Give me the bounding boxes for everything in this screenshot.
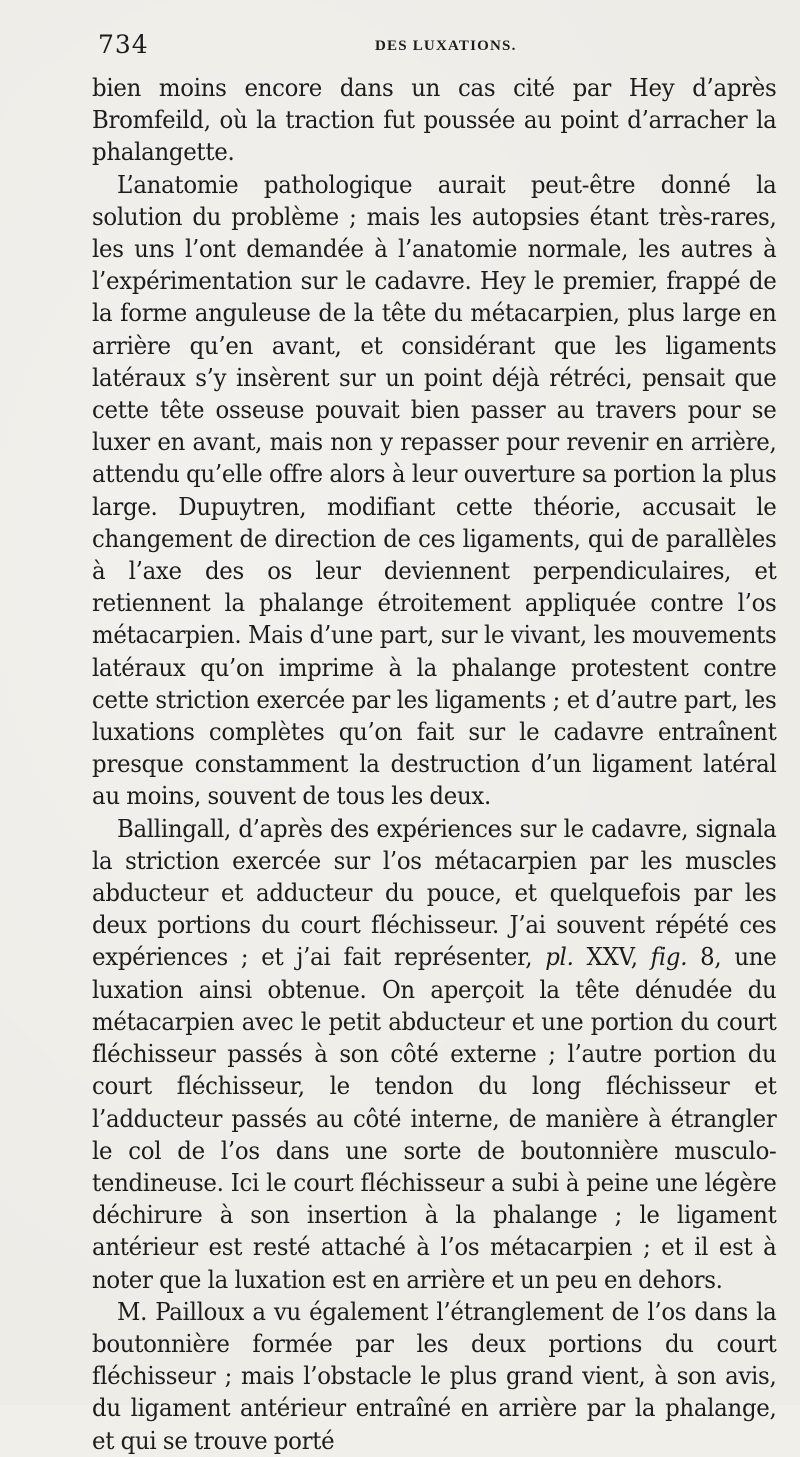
paragraph-2-text: L’anatomie pathologique aurait peut-être donné la solution du problème ; mais les autopsies étant très-rares, les uns l’ont demandée à l’anatomie normale, les autres à l’expérimentation sur le cadavre. Hey le premier, frappé de la forme anguleuse de la tête du métacarpien, plus large en arrière qu’en avant, et considérant que les ligaments latéraux s’y insèrent sur un point déjà rétréci, pensait que cette tête osseuse pouvait bien passer au travers pour se luxer en avant, mais non y repasser pour revenir en arrière, attendu qu’elle offre alors à leur ouverture sa portion la plus large. Dupuytren, modifiant cette théorie, accusait le changement de direction de ces ligaments, qui de parallèles à l’axe des os leur deviennent perpendiculaires, et retiennent la phalange étroitement appliquée contre l’os métacarpien. Mais d’une part, sur le vivant, les mouvements latéraux qu’on imprime à la phalange protestent contre cette striction exercée par les ligaments ; et d’autre part, les luxations complètes qu’on fait sur le cadavre entraînent presque constamment la destruction d’un ligament latéral au moins, souvent de tous les deux. (92, 170, 777, 811)
paragraph-1 (92, 72, 776, 169)
paragraph-3-text-c: 8, une luxation ainsi obtenue. On aperçoit la tête dénudée du métacarpien avec le petit abducteur et une portion du court fléchisseur passés à son côté externe ; l’autre portion du court fléchisseur, le tendon du long fléchisseur et l’adducteur passés au côté interne, de manière à étrangler le col de l’os dans une sorte de boutonnière musculo-tendineuse. Ici le court fléchisseur a subi à peine une légère déchirure à son insertion à la phalange ; le ligament antérieur est resté attaché à l’os métacarpien ; et il est à noter que la luxation est en arrière et un peu en dehors. (92, 943, 777, 1294)
figure-abbrev: fig. (650, 943, 688, 972)
paragraph-1-text: bien moins encore dans un cas cité par Hey d’après Bromfeild, où la traction fut poussée au point d’arracher la phalangette. (92, 74, 777, 167)
paragraph-2 (92, 169, 776, 813)
paragraph-3 (92, 813, 776, 1296)
page-number: 734 (98, 30, 149, 59)
body-text (92, 72, 776, 1457)
running-title: DES LUXATIONS. (375, 38, 517, 54)
paragraph-4-text: M. Pailloux a vu également l’étranglement de l’os dans la boutonnière formée par les deux portions du court fléchisseur ; mais l’obstacle le plus grand vient, à son avis, du ligament antérieur entraîné en arrière par la phalange, et qui se trouve porté (92, 1297, 777, 1455)
paragraph-3-text-b: XXV, (573, 943, 651, 972)
plate-abbrev: pl. (545, 943, 574, 972)
page-header (92, 30, 778, 60)
paragraph-3-text-a: Ballingall, d’après des expériences sur le cadavre, signala la striction exercée sur l’os métacarpien par les muscles abducteur et adducteur du pouce, et quelquefois par les deux portions du court fléchisseur. J’ai souvent répété ces expériences ; et j’ai fait représenter, (92, 814, 777, 972)
paragraph-4 (92, 1296, 776, 1457)
